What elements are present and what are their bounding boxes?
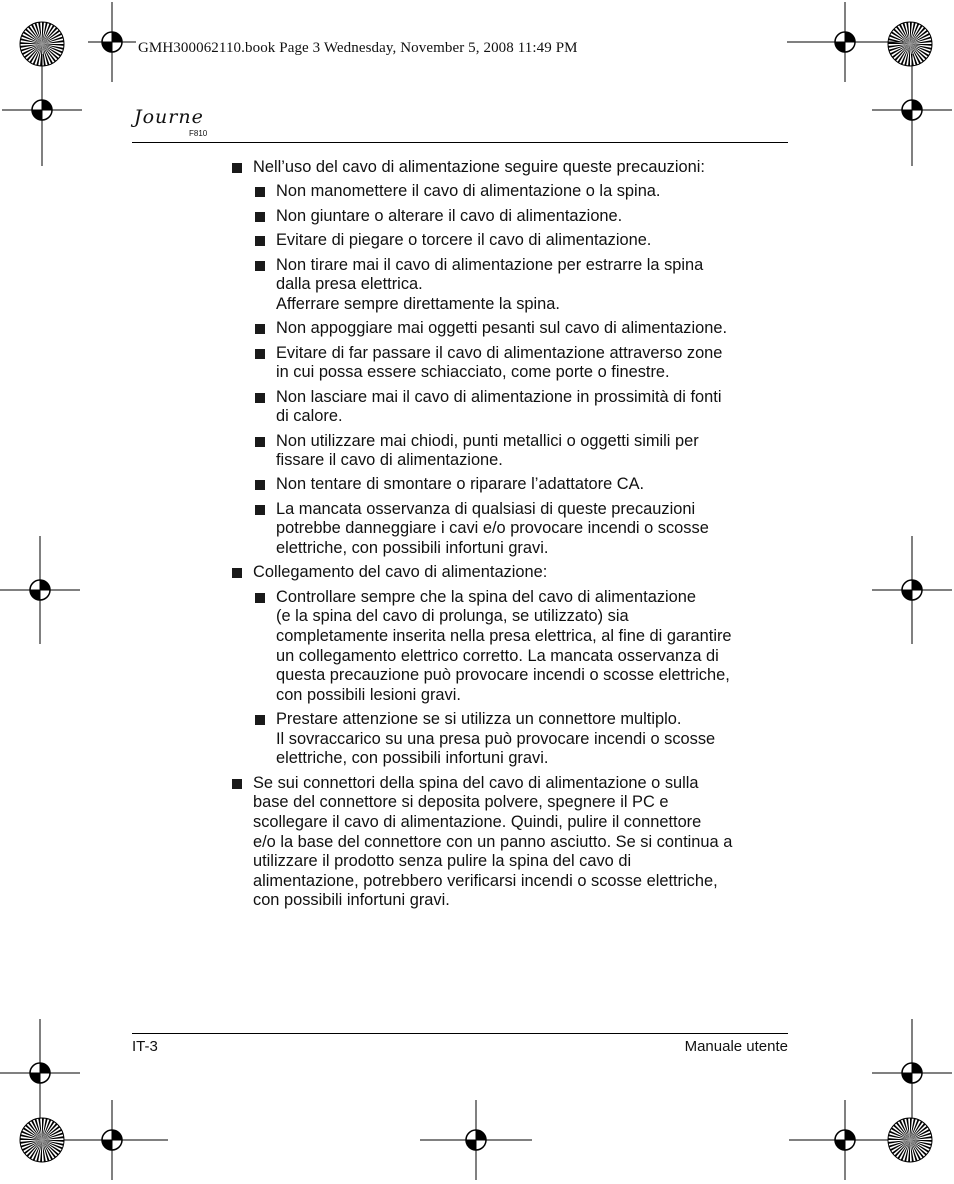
text-line: elettriche, con possibili infortuni gravi. bbox=[276, 749, 549, 768]
sub-list-item bbox=[251, 588, 790, 706]
text-line: di calore. bbox=[276, 407, 343, 426]
sub-list-item bbox=[251, 344, 790, 383]
sub-list-item bbox=[251, 231, 790, 251]
logo-script: Journe bbox=[134, 106, 204, 128]
text-line: La mancata osservanza di qualsiasi di queste precauzioni bbox=[276, 499, 696, 518]
sub-list-item bbox=[251, 710, 790, 769]
sub-list-item bbox=[251, 475, 790, 495]
sub-list bbox=[251, 588, 790, 769]
text-line: potrebbe danneggiare i cavi e/o provocare incendi o scosse bbox=[276, 519, 709, 538]
sub-list-item bbox=[251, 182, 790, 202]
text-line: questa precauzione può provocare incendi o scosse elettriche, bbox=[276, 666, 730, 685]
sub-list-item bbox=[251, 256, 790, 315]
text-line: con possibili infortuni gravi. bbox=[253, 891, 450, 910]
text-line: base del connettore si deposita polvere, spegnere il PC e bbox=[253, 793, 669, 812]
text-line: Afferrare sempre direttamente la spina. bbox=[276, 294, 560, 313]
sub-list-item bbox=[251, 388, 790, 427]
text-line: Il sovraccarico su una presa può provocare incendi o scosse bbox=[276, 729, 716, 748]
print-info: GMH300062110.book Page 3 Wednesday, November 5, 2008 11:49 PM bbox=[138, 40, 578, 56]
registration-mark-icon bbox=[88, 2, 136, 82]
sub-list-item bbox=[251, 432, 790, 471]
footer-rule bbox=[132, 1033, 788, 1034]
text-line: alimentazione, potrebbero verificarsi incendi o scosse elettriche, bbox=[253, 871, 718, 890]
page-number: IT-3 bbox=[132, 1038, 158, 1055]
sub-list-item bbox=[251, 319, 790, 339]
registration-mark-icon bbox=[56, 1100, 168, 1180]
registration-mark-icon bbox=[420, 1100, 532, 1180]
text-line: dalla presa elettrica. bbox=[276, 275, 423, 294]
list-item bbox=[228, 563, 790, 583]
text-line: completamente inserita nella presa elettrica, al fine di garantire bbox=[276, 627, 732, 646]
text-line: Non lasciare mai il cavo di alimentazione in prossimità di fonti bbox=[276, 387, 722, 406]
page-content bbox=[228, 158, 790, 916]
list-item bbox=[228, 158, 790, 178]
footer-title: Manuale utente bbox=[684, 1038, 788, 1055]
text-line: Non manomettere il cavo di alimentazione o la spina. bbox=[276, 182, 661, 201]
registration-mark-icon bbox=[872, 536, 952, 644]
header-rule bbox=[132, 142, 788, 143]
text-line: scollegare il cavo di alimentazione. Quindi, pulire il connettore bbox=[253, 812, 702, 831]
text-line: Non appoggiare mai oggetti pesanti sul cavo di alimentazione. bbox=[276, 319, 728, 338]
text-line: Se sui connettori della spina del cavo di alimentazione o sulla bbox=[253, 773, 699, 792]
text-line: un collegamento elettrico corretto. La mancata osservanza di bbox=[276, 646, 719, 665]
text-line: Collegamento del cavo di alimentazione: bbox=[253, 563, 548, 582]
list-item bbox=[228, 774, 790, 911]
text-line: Prestare attenzione se si utilizza un connettore multiplo. bbox=[276, 710, 682, 729]
text-line: in cui possa essere schiacciato, come porte o finestre. bbox=[276, 363, 670, 382]
text-line: Nell’uso del cavo di alimentazione seguire queste precauzioni: bbox=[253, 158, 705, 176]
text-line: e/o la base del connettore con un panno asciutto. Se si continua a bbox=[253, 832, 733, 851]
registration-mark-icon bbox=[2, 54, 82, 166]
registration-mark-icon bbox=[0, 536, 80, 644]
text-line: Controllare sempre che la spina del cavo di alimentazione bbox=[276, 587, 697, 606]
text-line: Evitare di piegare o torcere il cavo di alimentazione. bbox=[276, 231, 652, 250]
text-line: Non giuntare o alterare il cavo di alimentazione. bbox=[276, 206, 623, 225]
text-line: Evitare di far passare il cavo di alimentazione attraverso zone bbox=[276, 343, 723, 362]
registration-mark-icon bbox=[872, 54, 952, 166]
sub-list bbox=[251, 182, 790, 558]
registration-mark-icon bbox=[789, 1100, 901, 1180]
text-line: Non utilizzare mai chiodi, punti metallici o oggetti simili per bbox=[276, 431, 699, 450]
sub-list-item bbox=[251, 207, 790, 227]
brand-logo bbox=[132, 106, 222, 142]
color-bar-starburst-icon bbox=[19, 1117, 65, 1163]
text-line: utilizzare il prodotto senza pulire la spina del cavo di bbox=[253, 852, 632, 871]
sub-list-item bbox=[251, 500, 790, 559]
text-line: Non tirare mai il cavo di alimentazione per estrarre la spina bbox=[276, 255, 704, 274]
text-line: con possibili lesioni gravi. bbox=[276, 685, 461, 704]
logo-model: F810 bbox=[189, 129, 208, 138]
text-line: (e la spina del cavo di prolunga, se utilizzato) sia bbox=[276, 607, 629, 626]
text-line: Non tentare di smontare o riparare l’adattatore CA. bbox=[276, 475, 645, 494]
text-line: fissare il cavo di alimentazione. bbox=[276, 451, 503, 470]
text-line: elettriche, con possibili infortuni gravi. bbox=[276, 539, 549, 558]
color-bar-starburst-icon bbox=[887, 1117, 933, 1163]
